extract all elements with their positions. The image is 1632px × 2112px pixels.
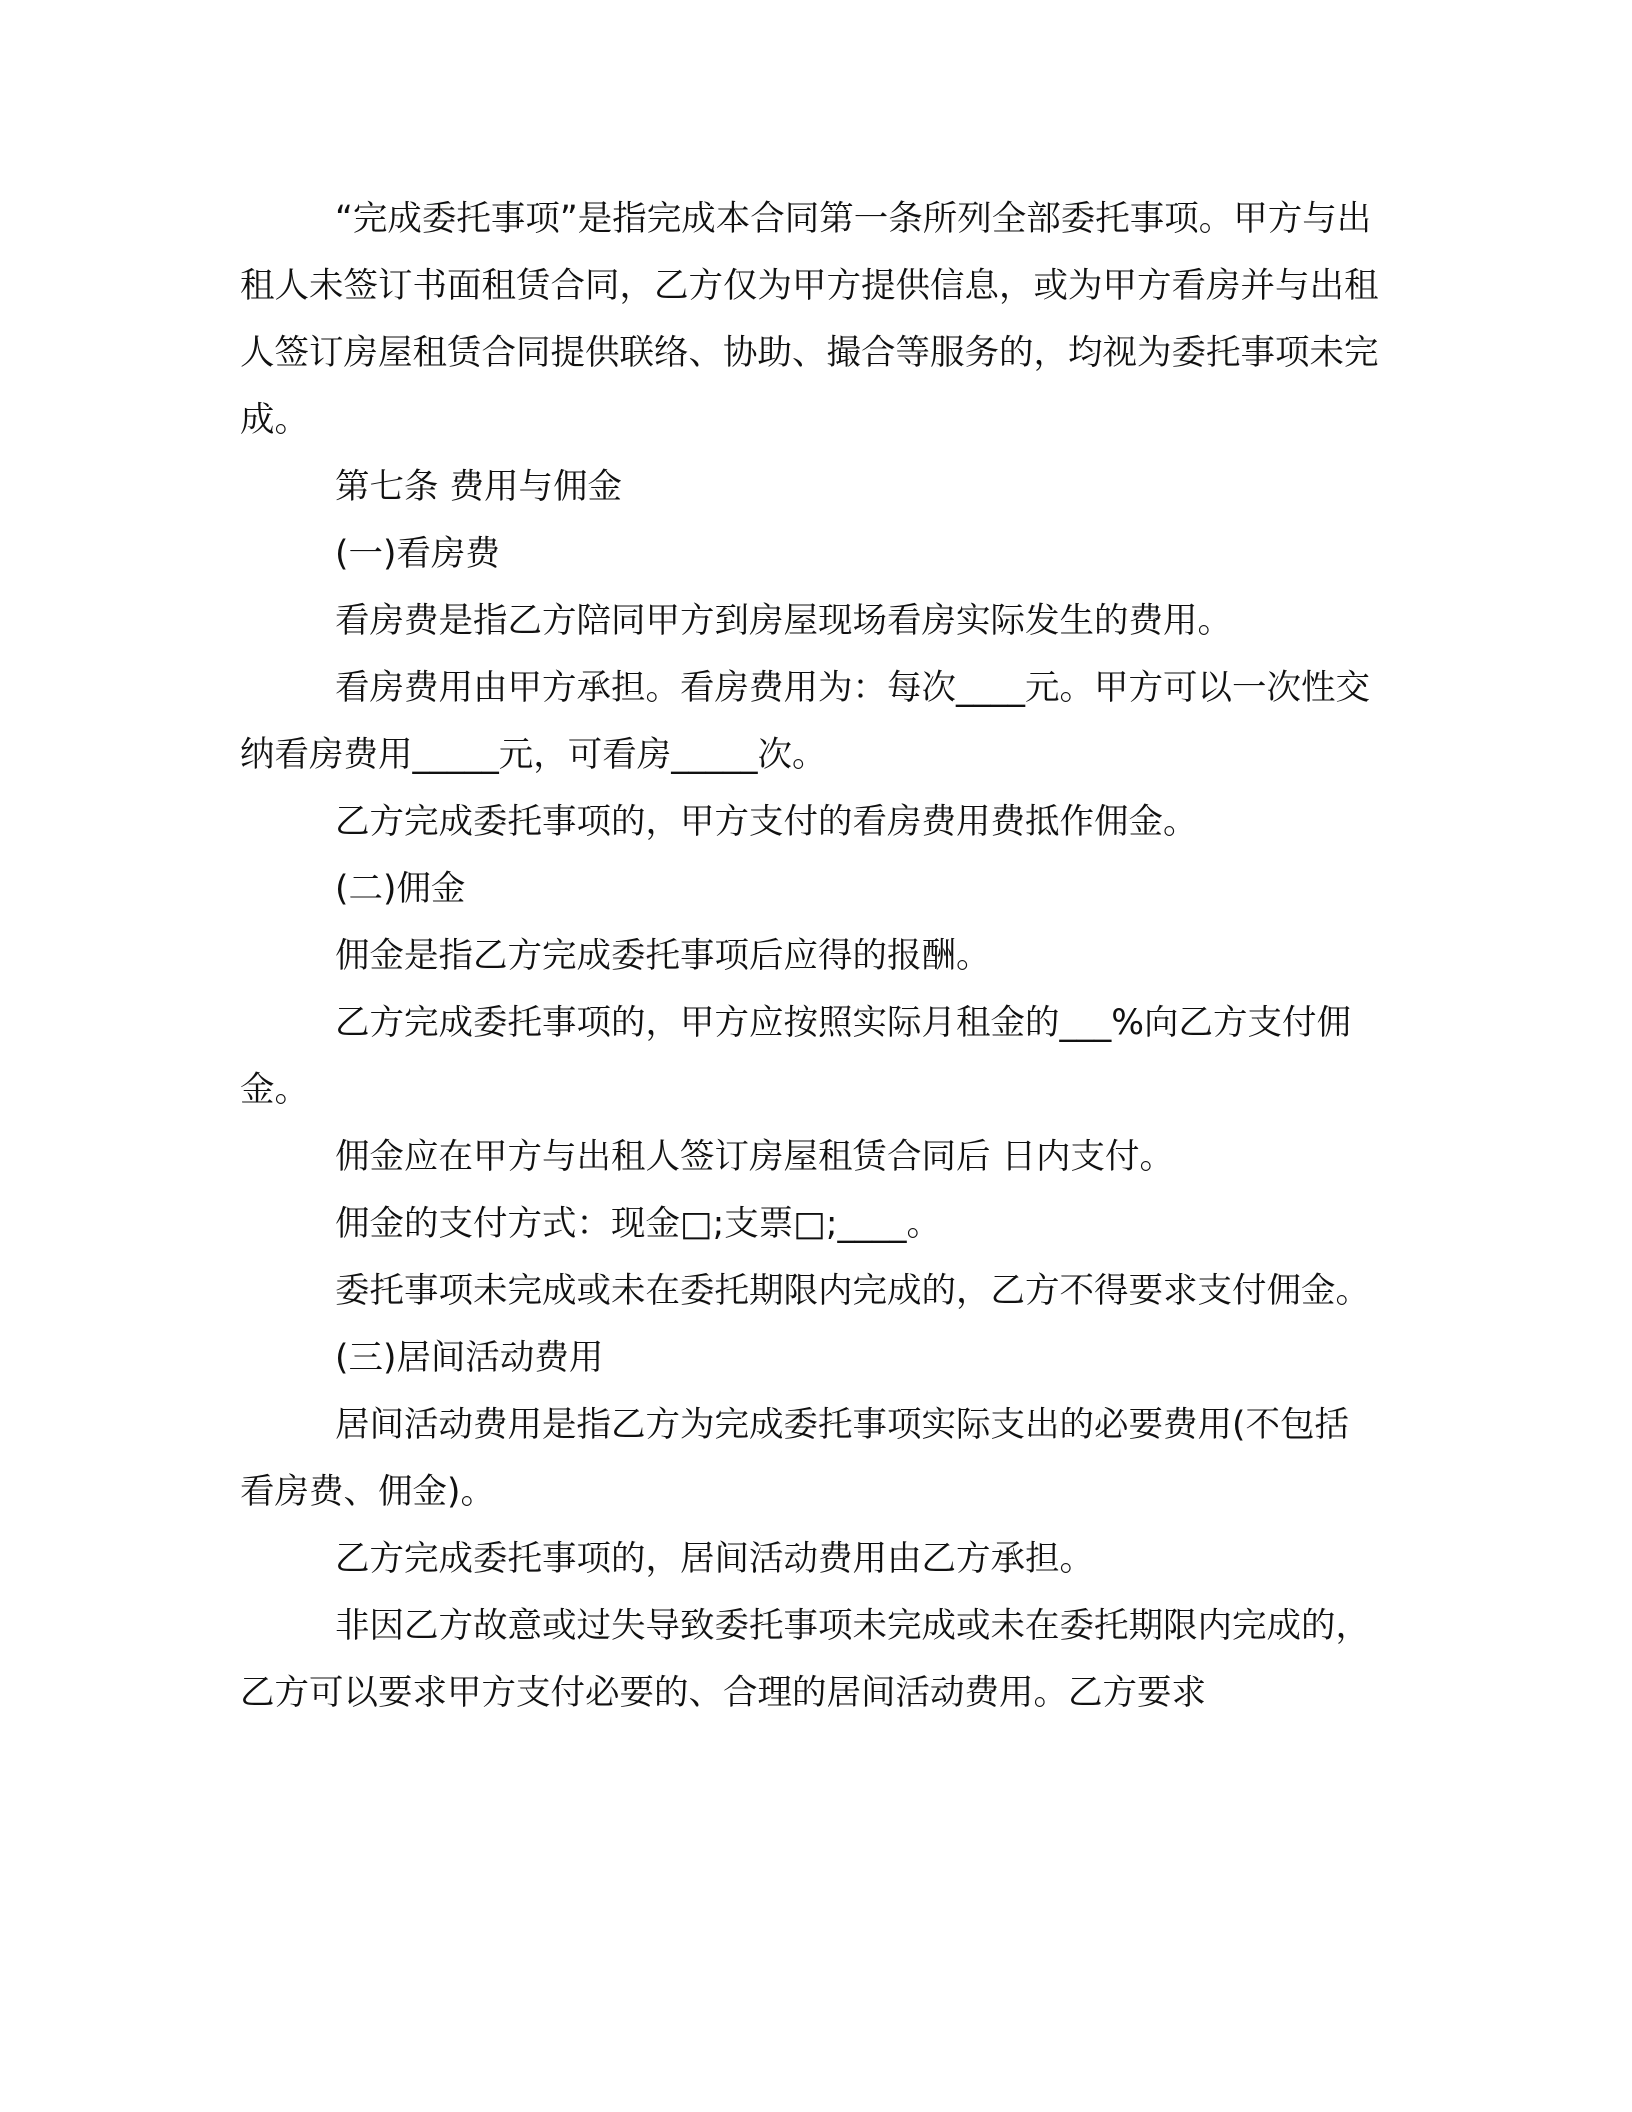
paragraph-commission-rate: 乙方完成委托事项的，甲方应按照实际月租金的___%向乙方支付佣金。 [240, 1003, 1352, 1110]
paragraph-viewing-fee-amount: 看房费用由甲方承担。看房费用为：每次____元。甲方可以一次性交纳看房费用_____元，可看房_____次。 [240, 668, 1370, 775]
paragraph-commission-deadline: 佣金应在甲方与出租人签订房屋租赁合同后 日内支付。 [335, 1137, 1174, 1177]
paragraph-commission-definition: 佣金是指乙方完成委托事项后应得的报酬。 [335, 936, 991, 976]
paragraph-brokerage-expenses-borne: 乙方完成委托事项的，居间活动费用由乙方承担。 [335, 1539, 1094, 1579]
article-seven-heading: 第七条 费用与佣金 [335, 467, 622, 507]
paragraph-viewing-fee-offset: 乙方完成委托事项的，甲方支付的看房费用费抵作佣金。 [335, 802, 1198, 842]
paragraph-commission-not-due: 委托事项未完成或未在委托期限内完成的，乙方不得要求支付佣金。 [335, 1271, 1370, 1311]
contract-body [240, 186, 1382, 1727]
section-brokerage-expenses-heading: (三)居间活动费用 [335, 1338, 604, 1378]
paragraph-commission-payment-method: 佣金的支付方式：现金□;支票□;____。 [335, 1204, 941, 1244]
paragraph-brokerage-expenses-definition: 居间活动费用是指乙方为完成委托事项实际支出的必要费用(不包括看房费、佣金)。 [240, 1405, 1349, 1512]
paragraph-viewing-fee-definition: 看房费是指乙方陪同甲方到房屋现场看房实际发生的费用。 [335, 601, 1232, 641]
section-viewing-fee-heading: (一)看房费 [335, 534, 500, 574]
paragraph-definition-completion: “完成委托事项”是指完成本合同第一条所列全部委托事项。甲方与出租人未签订书面租赁合同，乙方仅为甲方提供信息，或为甲方看房并与出租人签订房屋租赁合同提供联络、协助、撮合等服务的，均视为委托事项未完成。 [240, 199, 1379, 440]
section-commission-heading: (二)佣金 [335, 869, 466, 909]
paragraph-brokerage-expenses-claim: 非因乙方故意或过失导致委托事项未完成或未在委托期限内完成的，乙方可以要求甲方支付必要的、合理的居间活动费用。乙方要求 [240, 1606, 1370, 1713]
